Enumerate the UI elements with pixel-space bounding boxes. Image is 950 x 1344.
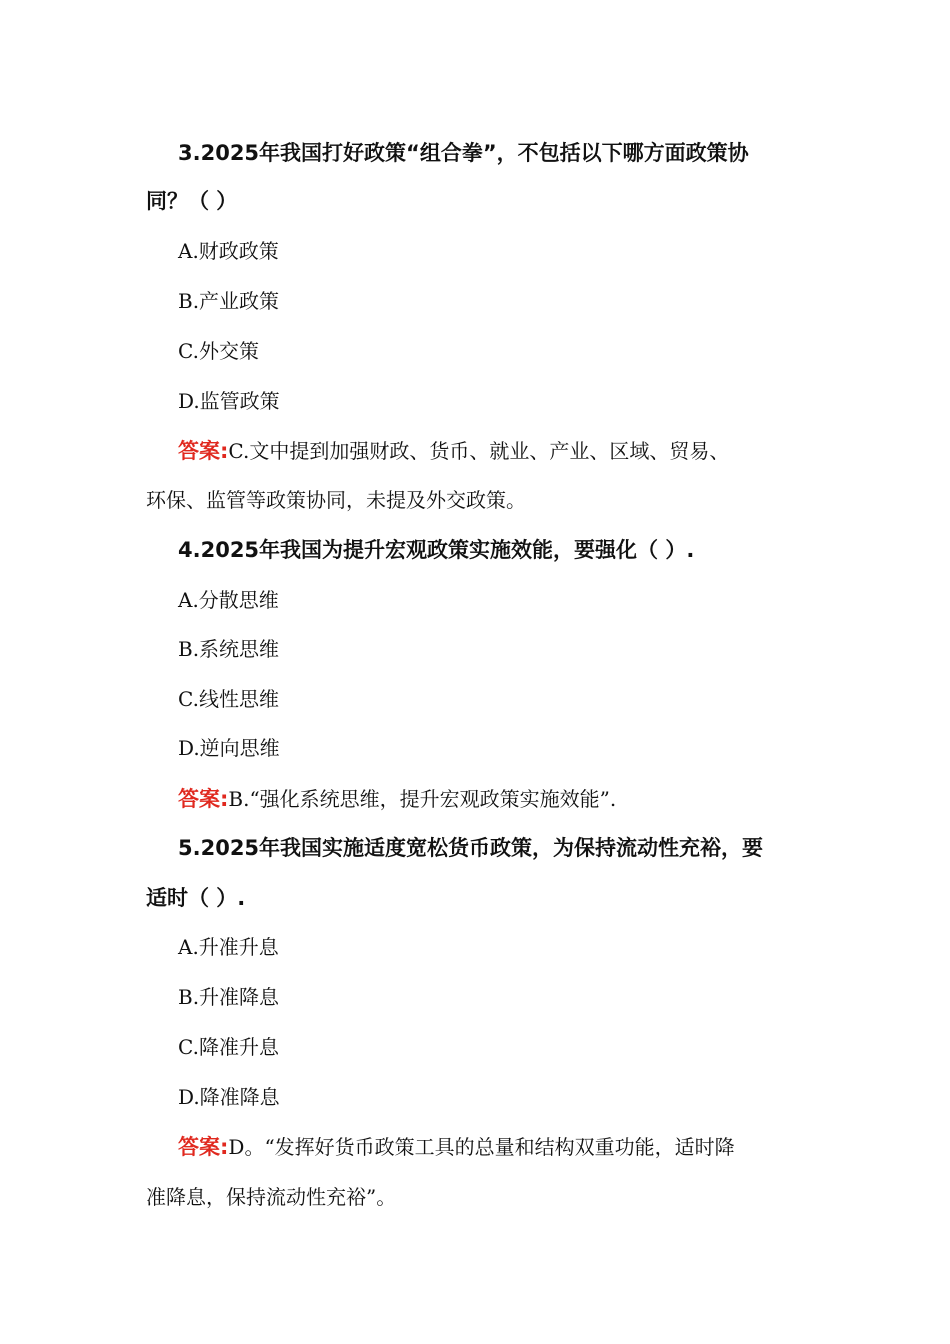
- question-3-option-b: B.产业政策: [178, 289, 280, 313]
- question-3-option-c: C.外交策: [178, 339, 259, 363]
- question-4-option-b: B.系统思维: [178, 637, 280, 661]
- question-4-title: 4.2025年我国为提升宏观政策实施效能，要强化（ ）.: [178, 538, 695, 562]
- question-5-answer-cont: 准降息，保持流动性充裕”。: [146, 1185, 397, 1209]
- question-4-answer-text: B.“强化系统思维，提升宏观政策实施效能”.: [228, 787, 617, 811]
- question-5-option-c: C.降准升息: [178, 1035, 279, 1059]
- question-4-option-a: A.分散思维: [178, 588, 279, 612]
- question-3-title-cont: 同？（ ）: [146, 189, 238, 213]
- question-3-answer-text: C.文中提到加强财政、货币、就业、产业、区域、贸易、: [228, 439, 730, 463]
- question-5-answer-text: D。“发挥好货币政策工具的总量和结构双重功能，适时降: [228, 1135, 735, 1159]
- question-3-answer: [178, 436, 729, 466]
- question-4-answer: [178, 784, 616, 814]
- question-3-option-a: A.财政政策: [178, 239, 279, 263]
- answer-label: 答案:: [178, 439, 229, 463]
- question-5-answer: [178, 1132, 735, 1162]
- question-3-answer-cont: 环保、监管等政策协同，未提及外交政策。: [146, 488, 526, 512]
- question-4-option-c: C.线性思维: [178, 687, 279, 711]
- question-5-option-a: A.升准升息: [178, 935, 279, 959]
- question-5-option-b: B.升准降息: [178, 985, 280, 1009]
- question-3-option-d: D.监管政策: [178, 389, 280, 413]
- question-5-title-cont: 适时（ ）.: [146, 886, 246, 910]
- answer-label: 答案:: [178, 1135, 229, 1159]
- question-5-title: 5.2025年我国实施适度宽松货币政策，为保持流动性充裕，要: [178, 836, 764, 860]
- question-5-option-d: D.降准降息: [178, 1085, 280, 1109]
- question-4-option-d: D.逆向思维: [178, 736, 280, 760]
- question-3-title: 3.2025年我国打好政策“组合拳”，不包括以下哪方面政策协: [178, 141, 749, 165]
- answer-label: 答案:: [178, 787, 229, 811]
